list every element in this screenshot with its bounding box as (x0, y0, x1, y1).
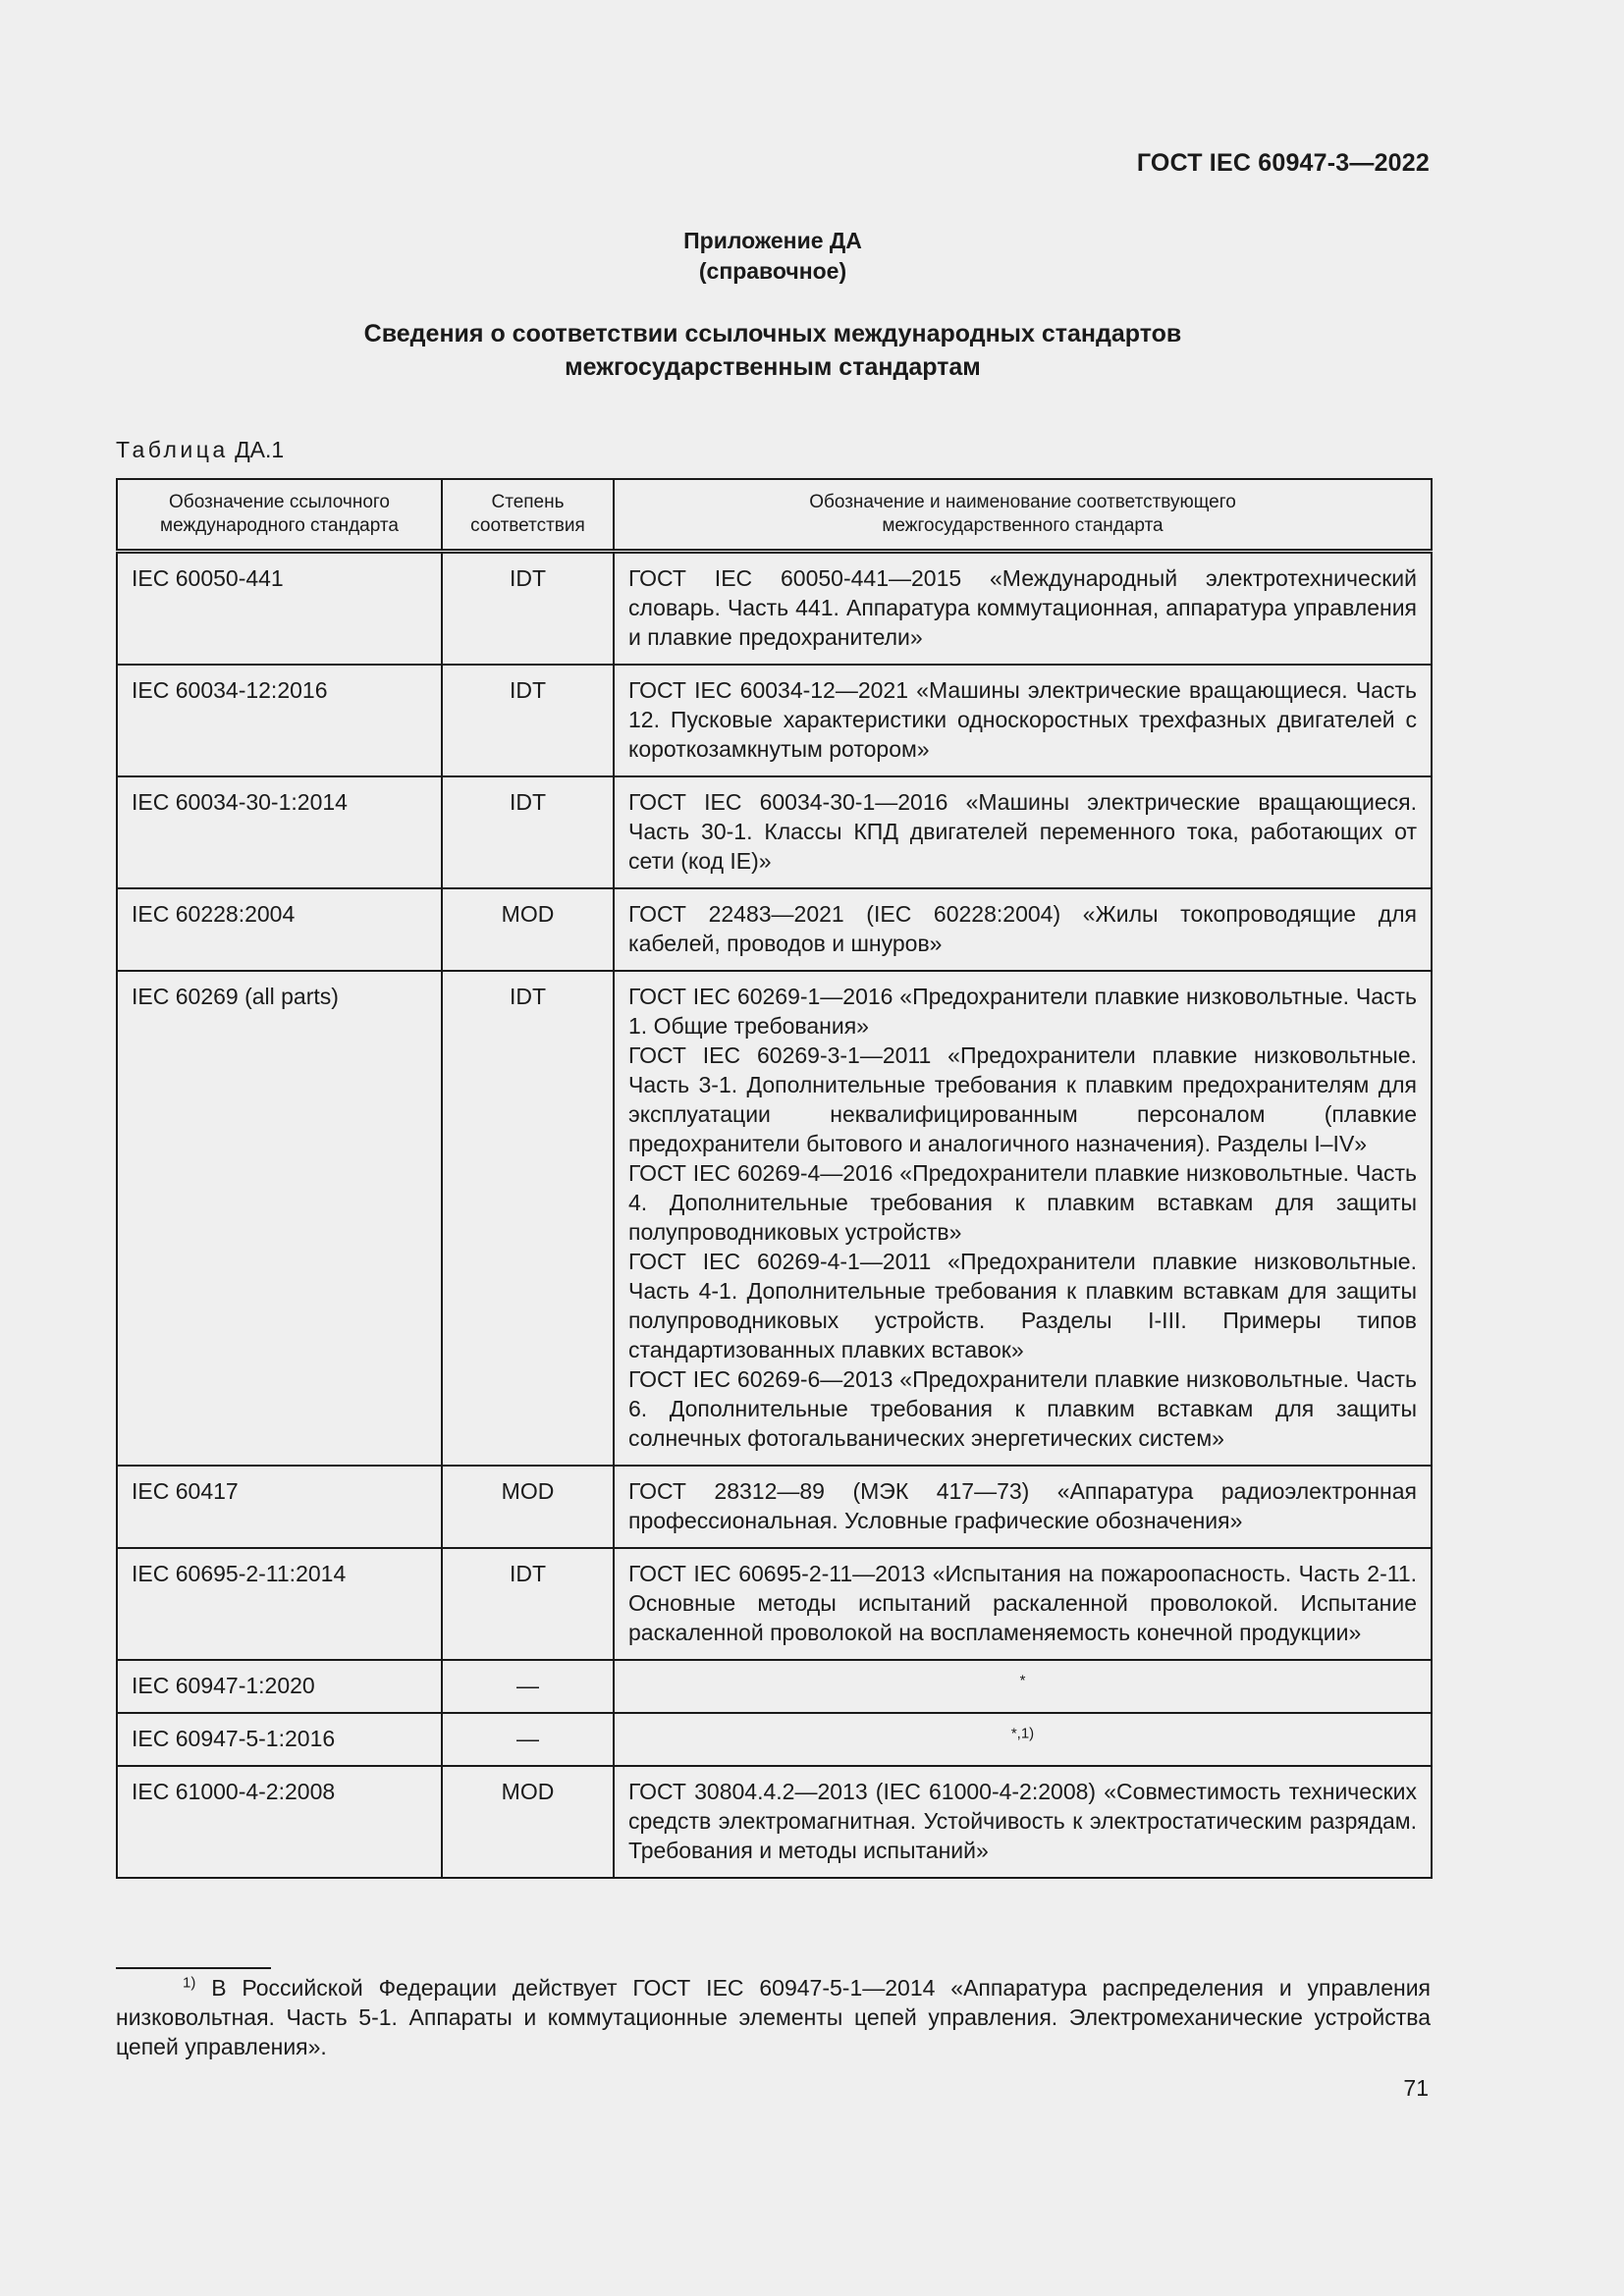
footnote-text: В Российской Федерации действует ГОСТ IEC 60947-5-1—2014 «Аппаратура распределения и управления низковольтная. Часть 5-1. Аппараты и коммутационные элементы цепей управления. Электромеханические устройства цепей управления». (116, 1975, 1431, 2059)
page-number: 71 (1403, 2075, 1429, 2101)
interstate-standard-entry: ГОСТ IEC 60269-3-1—2011 «Предохранители плавкие низковольтные. Часть 3-1. Дополнительные требования к плавким предохранителям для эксплуатации неквалифицированным персоналом (плавкие предохранители бытового и аналогичного назначения). Разделы I–IV» (628, 1042, 1417, 1156)
interstate-standard-entry: ГОСТ IEC 60269-4-1—2011 «Предохранители плавкие низковольтные. Часть 4-1. Дополнительные требования к плавким вставкам для защиты полупроводниковых устройств. Разделы I-III. Примеры типов стандартизованных плавких вставок» (628, 1249, 1417, 1362)
cell-international-standard: IEC 60947-5-1:2016 (117, 1713, 442, 1766)
table-row (117, 665, 1432, 776)
cell-degree: MOD (442, 888, 614, 971)
interstate-standard-entry: ГОСТ IEC 60034-12—2021 «Машины электрические вращающиеся. Часть 12. Пусковые характеристики односкоростных трехфазных двигателей с короткозамкнутым ротором» (628, 677, 1417, 762)
table-row (117, 1660, 1432, 1713)
cell-international-standard: IEC 60417 (117, 1466, 442, 1548)
table-row (117, 1713, 1432, 1766)
cell-international-standard: IEC 60695-2-11:2014 (117, 1548, 442, 1660)
interstate-standard-entry: ГОСТ IEC 60269-1—2016 «Предохранители плавкие низковольтные. Часть 1. Общие требования» (628, 984, 1417, 1039)
header-interstate-standard: Обозначение и наименование соответствующего межгосударственного стандарта (614, 479, 1432, 552)
cell-international-standard: IEC 60947-1:2020 (117, 1660, 442, 1713)
interstate-standard-entry: ГОСТ 28312—89 (МЭК 417—73) «Аппаратура радиоэлектронная профессиональная. Условные графические обозначения» (628, 1478, 1417, 1533)
table-row (117, 776, 1432, 888)
cell-international-standard: IEC 60050-441 (117, 552, 442, 666)
interstate-standard-entry: ГОСТ IEC 60050-441—2015 «Международный электротехнический словарь. Часть 441. Аппаратура коммутационная, аппаратура управления и плавкие предохранители» (628, 565, 1417, 650)
annex-type: (справочное) (698, 258, 847, 284)
interstate-standard-entry: ГОСТ IEC 60695-2-11—2013 «Испытания на пожароопасность. Часть 2-11. Основные методы испытаний раскаленной проволокой. Испытание раскаленной проволокой на воспламеняемость конечной продукции» (628, 1561, 1417, 1645)
no-equivalent-mark: * (1019, 1672, 1026, 1689)
footnote (116, 1973, 1431, 2061)
cell-international-standard: IEC 60034-30-1:2014 (117, 776, 442, 888)
cell-interstate-standard (614, 1766, 1432, 1878)
cell-degree: IDT (442, 971, 614, 1466)
interstate-standard-entry: ГОСТ IEC 60269-4—2016 «Предохранители плавкие низковольтные. Часть 4. Дополнительные требования к плавким вставкам для защиты полупроводниковых устройств» (628, 1160, 1417, 1245)
cell-degree: MOD (442, 1766, 614, 1878)
interstate-standard-entry: ГОСТ IEC 60269-6—2013 «Предохранители плавкие низковольтные. Часть 6. Дополнительные требования к плавким вставкам для защиты солнечных фотогальванических энергетических систем» (628, 1366, 1417, 1451)
annex-title-line-2: межгосударственным стандартам (565, 353, 981, 381)
correspondence-table (116, 478, 1433, 1879)
cell-international-standard: IEC 60228:2004 (117, 888, 442, 971)
header-degree: Степень соответствия (442, 479, 614, 552)
table-row (117, 971, 1432, 1466)
cell-interstate-standard (614, 552, 1432, 666)
document-code: ГОСТ IEC 60947-3—2022 (1136, 149, 1430, 177)
header-international-standard: Обозначение ссылочного международного стандарта (117, 479, 442, 552)
no-equivalent-mark: *,1) (1010, 1725, 1035, 1742)
table-row (117, 1466, 1432, 1548)
cell-degree: — (442, 1713, 614, 1766)
cell-degree: — (442, 1660, 614, 1713)
table-caption-word: Таблица (116, 437, 229, 462)
table-caption-number: ДА.1 (235, 437, 285, 462)
footnote-rule (116, 1967, 271, 1969)
table-header-row (117, 479, 1432, 552)
table-row (117, 1548, 1432, 1660)
table-row (117, 1766, 1432, 1878)
cell-international-standard: IEC 60034-12:2016 (117, 665, 442, 776)
interstate-standard-entry: ГОСТ 22483—2021 (IEC 60228:2004) «Жилы токопроводящие для кабелей, проводов и шнуров» (628, 901, 1417, 956)
cell-degree: IDT (442, 552, 614, 666)
interstate-standard-entry: ГОСТ IEC 60034-30-1—2016 «Машины электрические вращающиеся. Часть 30-1. Классы КПД двигателей переменного тока, работающих от сети (код IE)» (628, 789, 1417, 874)
cell-interstate-standard (614, 776, 1432, 888)
table-caption (116, 437, 284, 463)
cell-interstate-standard (614, 888, 1432, 971)
table-row (117, 552, 1432, 666)
table-row (117, 888, 1432, 971)
cell-interstate-standard (614, 1466, 1432, 1548)
cell-interstate-standard (614, 1713, 1432, 1766)
table-body (117, 552, 1432, 1879)
cell-interstate-standard (614, 665, 1432, 776)
cell-degree: IDT (442, 776, 614, 888)
cell-degree: IDT (442, 665, 614, 776)
annex-title-line-1: Сведения о соответствии ссылочных международных стандартов (363, 320, 1182, 347)
cell-interstate-standard (614, 1548, 1432, 1660)
annex-heading (0, 226, 1545, 287)
annex-label: Приложение ДА (683, 228, 862, 253)
cell-degree: IDT (442, 1548, 614, 1660)
cell-international-standard: IEC 61000-4-2:2008 (117, 1766, 442, 1878)
cell-degree: MOD (442, 1466, 614, 1548)
cell-international-standard: IEC 60269 (all parts) (117, 971, 442, 1466)
footnote-marker: 1) (183, 1974, 196, 1992)
annex-title (0, 317, 1545, 384)
cell-interstate-standard (614, 971, 1432, 1466)
cell-interstate-standard (614, 1660, 1432, 1713)
interstate-standard-entry: ГОСТ 30804.4.2—2013 (IEC 61000-4-2:2008) «Совместимость технических средств электромагнитная. Устойчивость к электростатическим разрядам. Требования и методы испытаний» (628, 1779, 1417, 1863)
